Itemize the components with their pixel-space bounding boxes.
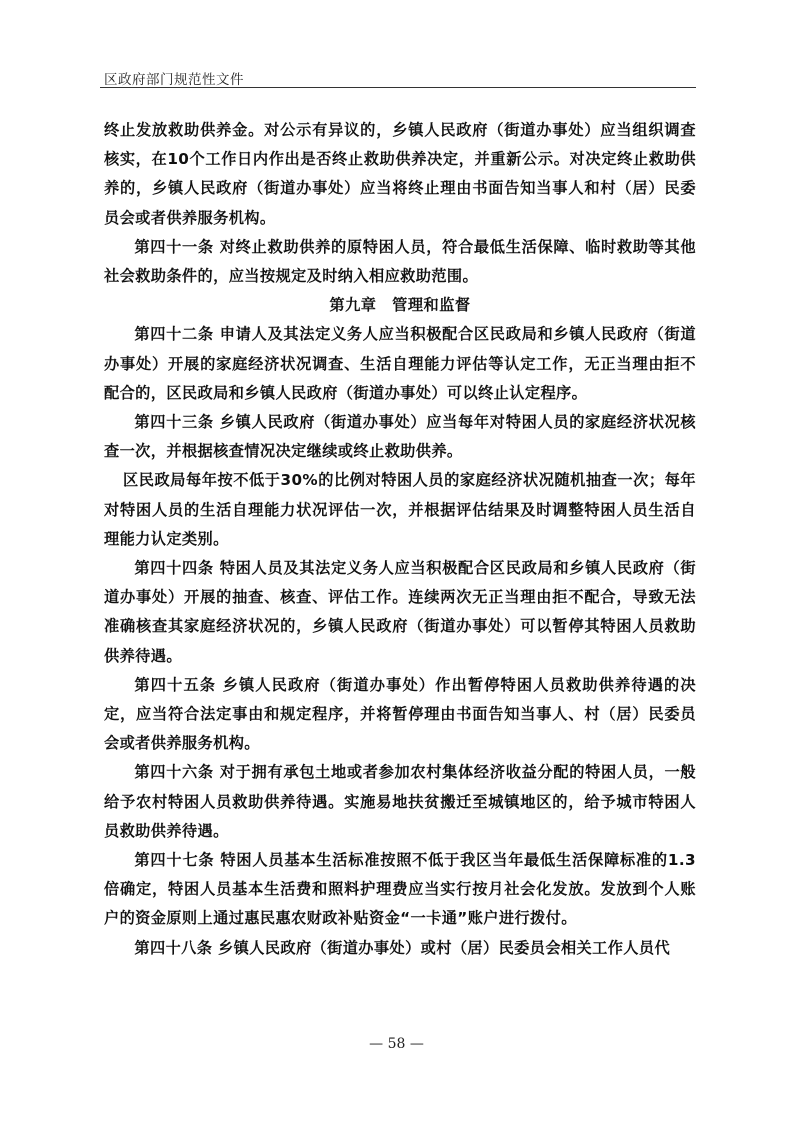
article-46: 第四十六条 对于拥有承包土地或者参加农村集体经济收益分配的特困人员，一般给予农村特困人员救助供养待遇。实施易地扶贫搬迁至城镇地区的，给予城市特困人员救助供养待遇。	[104, 763, 696, 840]
article-41: 第四十一条 对终止救助供养的原特困人员，符合最低生活保障、临时救助等其他社会救助条件的，应当按规定及时纳入相应救助范围。	[104, 237, 696, 286]
page-number: — 58 —	[369, 1036, 424, 1052]
article-43: 第四十三条 乡镇人民政府（街道办事处）应当每年对特困人员的家庭经济状况核查一次，并根据核查情况决定继续或终止救助供养。	[104, 413, 696, 461]
article-44: 第四十四条 特困人员及其法定义务人应当积极配合区民政局和乡镇人民政府（街道办事处）开展的抽查、核查、评估工作。连续两次无正当理由拒不配合，导致无法准确核查其家庭经济状况的，乡镇人民政府（街道办事处）可以暂停其特困人员救助供养待遇。	[104, 559, 696, 665]
article-45: 第四十五条 乡镇人民政府（街道办事处）作出暂停特困人员救助供养待遇的决定，应当符合法定事由和规定程序，并将暂停理由书面告知当事人、村（居）民委员会或者供养服务机构。	[104, 675, 696, 753]
article-48: 第四十八条 乡镇人民政府（街道办事处）或村（居）民委员会相关工作人员代	[134, 938, 671, 957]
paragraph-continuation: 终止发放救助供养金。对公示有异议的，乡镇人民政府（街道办事处）应当组织调查核实，在10个工作日内作出是否终止救助供养决定，并重新公示。对决定终止救助供养的，乡镇人民政府（街道办事处）应当将终止理由书面告知当事人和村（居）民委员会或者供养服务机构。	[104, 121, 696, 227]
body-text	[104, 116, 696, 963]
article-43-paragraph-2: 区民政局每年按不低于30%的比例对特困人员的家庭经济状况随机抽查一次；每年对特困人员的生活自理能力状况评估一次，并根据评估结果及时调整特困人员生活自理能力认定类别。	[104, 471, 696, 548]
article-47: 第四十七条 特困人员基本生活标准按照不低于我区当年最低生活保障标准的1.3倍确定，特困人员基本生活费和照料护理费应当实行按月社会化发放。发放到个人账户的资金原则上通过惠民惠农财政补贴资金“一卡通”账户进行拨付。	[104, 851, 696, 928]
header-rule	[100, 87, 696, 88]
article-42: 第四十二条 申请人及其法定义务人应当积极配合区民政局和乡镇人民政府（街道办事处）开展的家庭经济状况调查、生活自理能力评估等认定工作，无正当理由拒不配合的，区民政局和乡镇人民政府（街道办事处）可以终止认定程序。	[104, 325, 696, 402]
running-header: 区政府部门规范性文件	[104, 72, 244, 88]
chapter-title: 第九章 管理和监督	[329, 296, 471, 315]
